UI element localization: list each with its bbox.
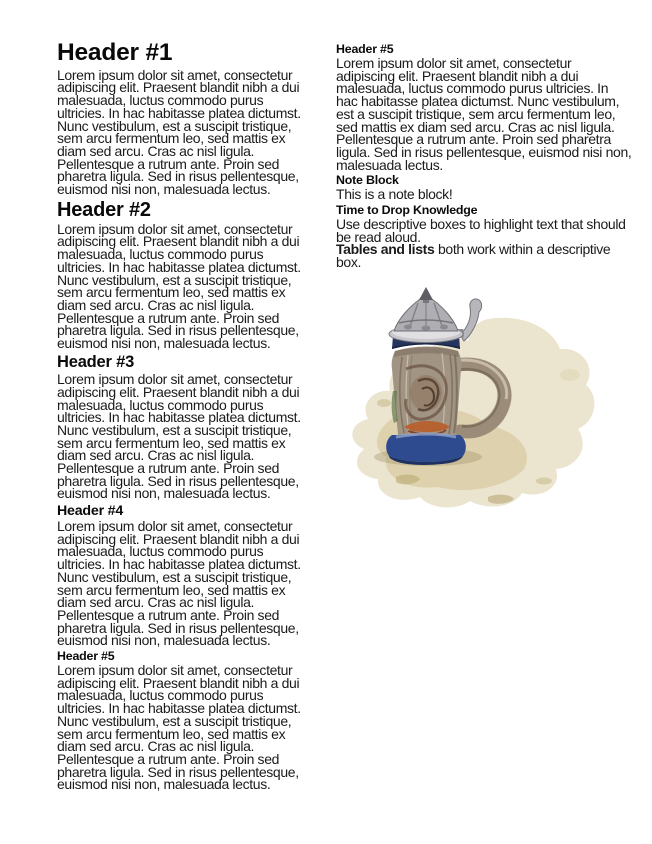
right-column <box>336 40 632 791</box>
note-block-label: Note Block <box>336 173 399 188</box>
knowledge-label: Time to Drop Knowledge <box>336 203 478 218</box>
body-paragraph: Lorem ipsum dolor sit amet, consectetur adipiscing elit. Praesent blandit nibh a dui malesuada, luctus commodo purus ultricies. In hac habitasse platea dictumst. Nunc vestibulum, est a suscipit tristique, sem arcu fermentum leo, sed mattis ex diam sed arcu. Cras ac nisl ligula. Pellentesque a rutrum ante. Proin sed pharetra ligula. Sed in risus pellentesque, euismod nisi non, malesuada lectus. <box>57 662 301 793</box>
knowledge-text: Use descriptive boxes to highlight text that should be read aloud. <box>336 216 626 245</box>
tables-note <box>336 241 632 271</box>
tables-note-rest: both work within a descriptive box. <box>336 241 611 271</box>
body-paragraph: Lorem ipsum dolor sit amet, consectetur adipiscing elit. Praesent blandit nibh a dui malesuada, luctus commodo purus ultricies. In hac habitasse platea dictumst. Nunc vestibulum, est a suscipit tristique, sem arcu fermentum leo, sed mattis ex diam sed arcu. Cras ac nisl ligula. Pellentesque a rutrum ante. Proin sed pharetra ligula. Sed in risus pellentesque, euismod nisi non, malesuada lectus. <box>336 55 632 173</box>
heading-4: Header #4 <box>57 503 124 520</box>
stein-base <box>386 434 466 465</box>
body-paragraph: Lorem ipsum dolor sit amet, consectetur adipiscing elit. Praesent blandit nibh a dui malesuada, luctus commodo purus ultricies. In hac habitasse platea dictumst. Nunc vestibulum, est a suscipit tristique, sem arcu fermentum leo, sed mattis ex diam sed arcu. Cras ac nisl ligula. Pellentesque a rutrum ante. Proin sed pharetra ligula. Sed in risus pellentesque, euismod nisi non, malesuada lectus. <box>57 220 301 352</box>
watercolor-splash-background <box>352 318 594 508</box>
left-column <box>57 40 314 791</box>
beer-stein-image <box>338 285 628 513</box>
note-block-text: This is a note block! <box>336 186 453 203</box>
tables-note-bold: Tables and lists <box>336 241 435 258</box>
heading-3: Header #3 <box>57 352 135 371</box>
heading-5: Header #5 <box>336 42 394 56</box>
heading-5: Header #5 <box>57 649 115 664</box>
stein-lid <box>389 287 463 343</box>
heading-2: Header #2 <box>57 198 151 221</box>
body-paragraph: Lorem ipsum dolor sit amet, consectetur adipiscing elit. Praesent blandit nibh a dui malesuada, luctus commodo purus ultricies. In hac habitasse platea dictumst. Nunc vestibulum, est a suscipit tristique, sem arcu fermentum leo, sed mattis ex diam sed arcu. Cras ac nisl ligula. Pellentesque a rutrum ante. Proin sed pharetra ligula. Sed in risus pellentesque, euismod nisi non, malesuada lectus. <box>57 371 301 502</box>
body-paragraph: Lorem ipsum dolor sit amet, consectetur adipiscing elit. Praesent blandit nibh a dui malesuada, luctus commodo purus ultricies. In hac habitasse platea dictumst. Nunc vestibulum, est a suscipit tristique, sem arcu fermentum leo, sed mattis ex diam sed arcu. Cras ac nisl ligula. Pellentesque a rutrum ante. Proin sed pharetra ligula. Sed in risus pellentesque, euismod nisi non, malesuada lectus. <box>57 518 301 649</box>
stein-finial <box>419 287 433 300</box>
two-column-layout <box>57 40 632 791</box>
body-paragraph: Lorem ipsum dolor sit amet, consectetur adipiscing elit. Praesent blandit nibh a dui malesuada, luctus commodo purus ultricies. In hac habitasse platea dictumst. Nunc vestibulum, est a suscipit tristique, sem arcu fermentum leo, sed mattis ex diam sed arcu. Cras ac nisl ligula. Pellentesque a rutrum ante. Proin sed pharetra ligula. Sed in risus pellentesque, euismod nisi non, malesuada lectus. <box>57 66 301 198</box>
heading-1: Header #1 <box>57 39 173 66</box>
